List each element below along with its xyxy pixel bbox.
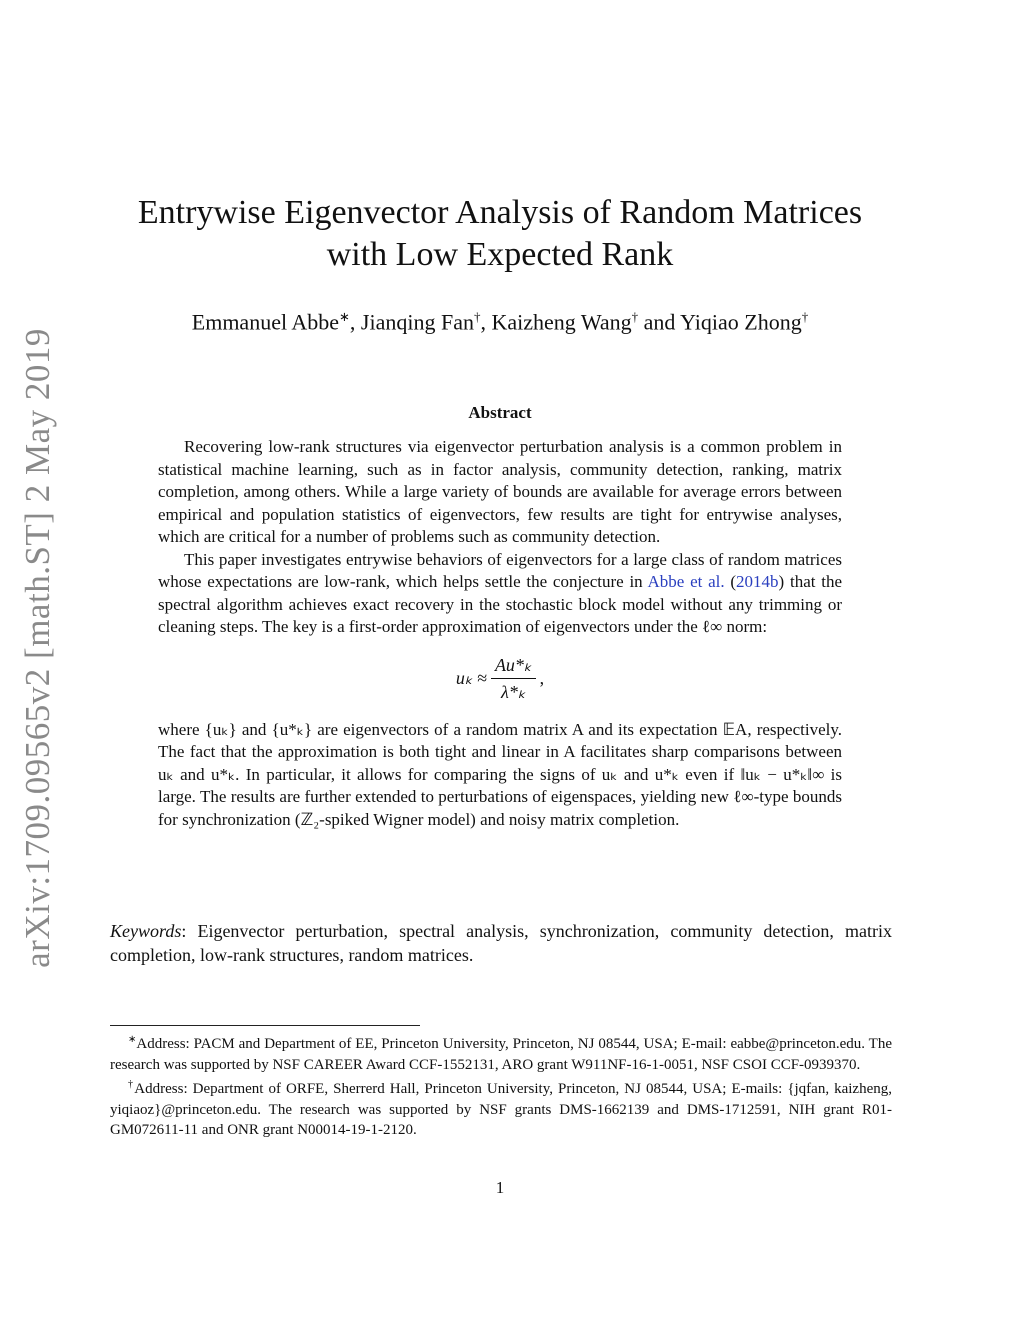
author-affiliation-mark: ∗ <box>339 309 350 324</box>
keywords-label: Keywords <box>110 921 182 941</box>
footnote-text: Address: Department of ORFE, Sherrerd Hall, Princeton University, Princeton, NJ 08544, USA; E-mails: {jqfan, kaizheng, yiqiaoz}@princeton.edu. The research was supported by NSF grants DMS-1662139 and DMS-1712591, NIH grant R01-GM072611-11 and ONR grant N00014-19-1-2120. <box>110 1081 893 1138</box>
author-affiliation-mark: † <box>631 309 639 324</box>
page-number: 1 <box>495 1178 505 1197</box>
footnote-1 <box>110 1030 892 1075</box>
author-separator: and <box>638 309 681 335</box>
author-separator: , <box>349 309 361 335</box>
author-affiliation-mark: † <box>473 309 481 324</box>
citation-link-year[interactable]: 2014b <box>736 572 779 591</box>
title-line-2: with Low Expected Rank <box>326 236 674 273</box>
title-line-1: Entrywise Eigenvector Analysis of Random Matrices <box>137 194 863 231</box>
equation-fraction <box>491 654 536 704</box>
footnote-mark: † <box>128 1079 135 1090</box>
abstract-body <box>158 436 842 831</box>
abstract-paragraph-3: where {uₖ} and {u*ₖ} are eigenvectors of a random matrix A and its expectation 𝔼A, respectively. The fact that the approximation is both tight and linear in A facilitates sharp comparisons between uₖ and u*ₖ. In particular, it allows for comparing the signs of uₖ and u*ₖ even if ‖uₖ − u*ₖ‖∞ is large. The results are further extended to perturbations of eigenspaces, yielding new ℓ∞-type bounds for synchronization (ℤ₂-spiked Wigner model) and noisy matrix completion. <box>158 719 842 829</box>
author-name: Kaizheng Wang <box>491 309 632 335</box>
footnote-divider <box>110 1025 420 1026</box>
display-equation <box>158 639 842 719</box>
author-affiliation-mark: † <box>801 309 809 324</box>
equation-lhs: uₖ ≈ <box>455 668 487 689</box>
footnote-text: Address: PACM and Department of EE, Princeton University, Princeton, NJ 08544, USA; E-mail: eabbe@princeton.edu. The research was supported by NSF CAREER Award CCF-1552131, ARO grant W911NF-16-1-0051, NSF CSOI CCF-0939370. <box>110 1036 892 1073</box>
fraction-numerator: Au*ₖ <box>491 654 536 680</box>
author-list <box>110 302 890 337</box>
author-separator: , <box>480 309 492 335</box>
abstract-paragraph-1: Recovering low-rank structures via eigenvector perturbation analysis is a common problem in statistical machine learning, such as in factor analysis, community detection, ranking, matrix completion, among others. While a large variety of bounds are available for average errors between empirical and population statistics of eigenvectors, few results are tight for entrywise analyses, which are critical for a number of problems such as community detection. <box>158 437 842 546</box>
footnote-mark: ∗ <box>128 1034 137 1045</box>
citation-link-author[interactable]: Abbe et al. <box>647 572 725 591</box>
keywords <box>110 920 892 967</box>
footnote-2 <box>110 1075 892 1141</box>
abstract-paragraph-2: This paper investigates entrywise behaviors of eigenvectors for a large class of random matrices whose expectations are low-rank, which helps settle the conjecture in Abbe et al. (2014b) that the spectral algorithm achieves exact recovery in the stochastic block model without any trimming or cleaning steps. The key is a first-order approximation of eigenvectors under the ℓ∞ norm: <box>158 549 842 636</box>
abstract-heading: Abstract <box>468 403 532 422</box>
paper-title <box>110 192 890 276</box>
fraction-denominator: λ*ₖ <box>501 682 526 702</box>
keywords-text: : Eigenvector perturbation, spectral analysis, synchronization, community detection, matrix completion, low-rank structures, random matrices. <box>110 921 892 965</box>
arxiv-stamp-text: arXiv:1709.09565v2 [math.ST] 2 May 2019 <box>18 328 57 968</box>
author-name: Yiqiao Zhong <box>680 309 802 335</box>
author-name: Emmanuel Abbe <box>191 309 340 335</box>
paragraph-text: This paper investigates entrywise behaviors of eigenvectors for a large class of random matrices whose expectations are low-rank, which helps settle the conjecture in <box>158 549 842 591</box>
equation-tail: , <box>539 668 545 689</box>
footnotes <box>110 1030 892 1141</box>
paragraph-text: that the spectral algorithm achieves exact recovery in the stochastic block model without any trimming or cleaning steps. The key is a first-order approximation of eigenvectors under the ℓ∞ norm: <box>158 572 842 636</box>
author-name: Jianqing Fan <box>360 309 474 335</box>
